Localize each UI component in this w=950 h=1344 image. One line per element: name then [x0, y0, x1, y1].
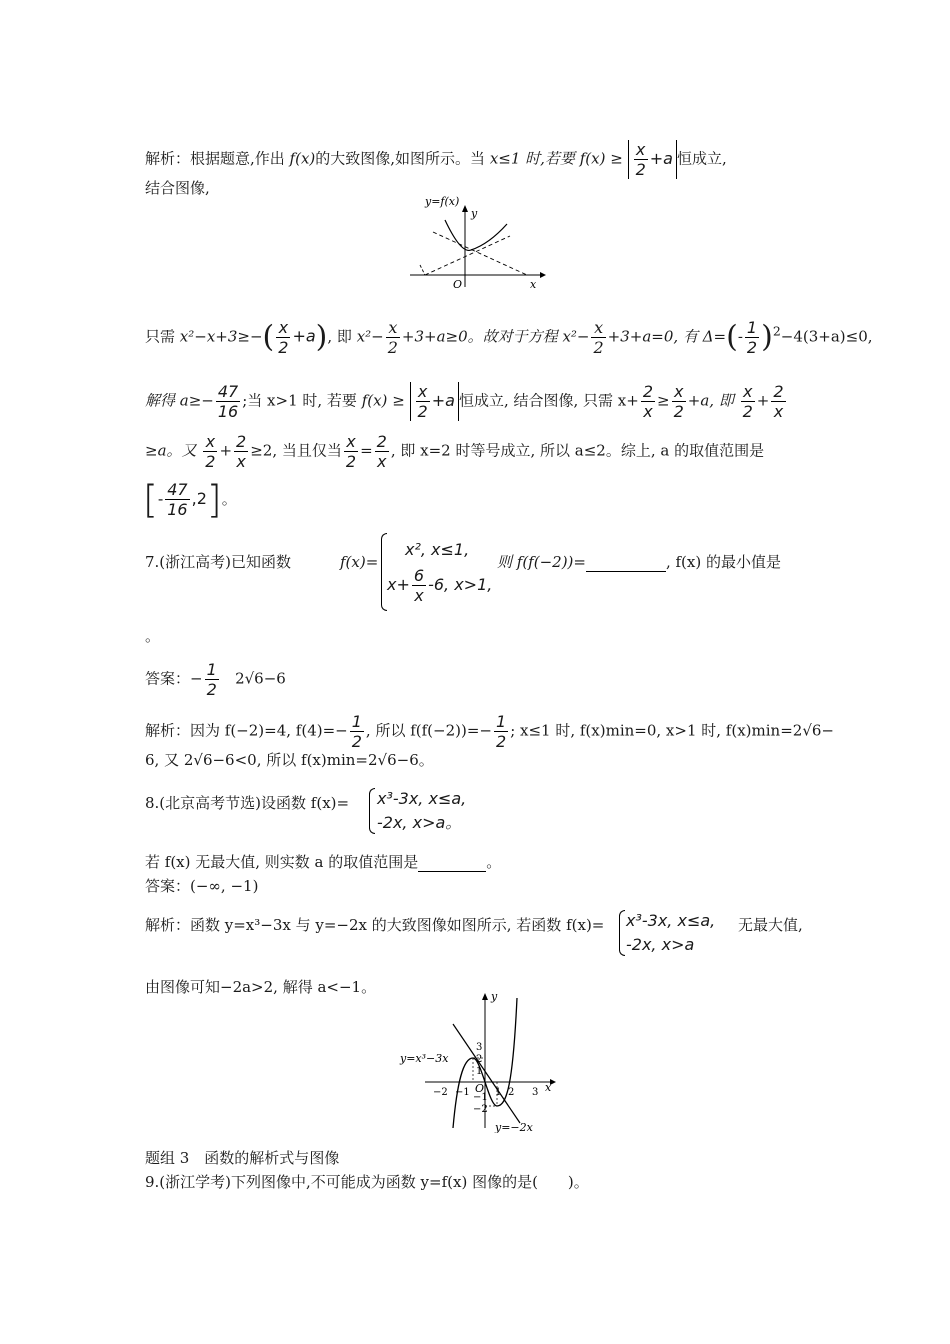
- q9-stem: 9.(浙江学考)下列图像中,不可能成为函数 y=f(x) 图像的是( )。: [145, 1173, 589, 1191]
- q8-piece1: x³-3x, x≤a,: [377, 789, 467, 808]
- graph2-ytick: 3: [476, 1042, 483, 1053]
- q8-sol-brace: [619, 910, 625, 956]
- q7-stem-b: 则 f(f(−2))= , f(x) 的最小值是: [497, 553, 781, 571]
- q8-sol-piece2: -2x, x>a: [626, 935, 695, 954]
- graph2-xtick: 3: [532, 1087, 539, 1098]
- q7-piece1: x², x≤1,: [405, 540, 470, 559]
- graph1-label-x: x: [530, 278, 537, 291]
- graph1-label-o: O: [453, 278, 463, 291]
- graph-cubic-and-line: [395, 988, 565, 1133]
- q7-stem-a: 7.(浙江高考)已知函数: [145, 553, 292, 571]
- sol6-line2: 结合图像,: [145, 179, 210, 197]
- q8-stem-a: 8.(北京高考节选)设函数 f(x)=: [145, 794, 350, 812]
- sol6-line5: ≥a。又 $\frac{x}{2}$ + $\frac{2}{x}$ ≥2, 当且仅当 $\frac{x}{2}$ = $\frac{2}{x}$ , 即 x=2 时等号成立, 所以 a≤2。综上, a 的取值范围是: [145, 432, 765, 471]
- q7-end: 。: [145, 627, 161, 645]
- graph2-xtick: −1: [455, 1087, 470, 1098]
- graph2-ytick: −2: [473, 1104, 488, 1115]
- graph2-label-line: y=−2x: [495, 1121, 533, 1133]
- q7-answer: 答案：− $\frac{1}{2}$ 2√6−6: [145, 660, 286, 699]
- q7-solution-line2: 6, 又 2√6−6<0, 所以 f(x)min=2√6−6。: [145, 751, 434, 769]
- q7-fx: f(x)=: [340, 553, 379, 571]
- q8-brace: [369, 788, 375, 834]
- graph2-xtick: 2: [508, 1087, 515, 1098]
- sol6-line6: [- $\frac{47}{16}$ ,2]。: [143, 477, 237, 522]
- sol6-line4: 解得 a≥− $\frac{47}{16}$ ;当 x>1 时, 若要 f(x) ≥ $\frac{x}{2}$ +a 恒成立, 结合图像, 只需 x+ $\frac{2}{x}$ ≥ $\frac{x}{2}$ +a, 即 $\frac{x}{2}$ + $\frac{2}{x}$: [145, 382, 784, 421]
- graph1-label-fx: y=f(x): [425, 195, 460, 208]
- graph1-label-y: y: [471, 207, 478, 220]
- q8-sol-piece1: x³-3x, x≤a,: [626, 911, 716, 930]
- graph2-ytick: −1: [473, 1092, 488, 1103]
- graph2-ytick: 2: [476, 1054, 483, 1065]
- q7-solution-line1: 解析：因为 f(−2)=4, f(4)=− $\frac{1}{2}$ , 所以 f(f(−2))=− $\frac{1}{2}$ ; x≤1 时, f(x)min=0, x>1 时, f(x)min=2√6−: [145, 712, 834, 751]
- graph2-ytick: 1: [476, 1066, 483, 1077]
- graph2-label-y: y: [491, 990, 498, 1003]
- q8-piece2: -2x, x>a。: [377, 813, 462, 832]
- q8-answer: 答案：(−∞, −1): [145, 877, 259, 895]
- graph2-xtick: −2: [433, 1087, 448, 1098]
- graph-f-sketch: [405, 192, 550, 292]
- q8-line2: 若 f(x) 无最大值, 则实数 a 的取值范围是 。: [145, 853, 502, 871]
- q7-answer-blank[interactable]: [586, 555, 666, 572]
- section-title: 题组 3 函数的解析式与图像: [145, 1149, 340, 1167]
- q8-answer-blank[interactable]: [418, 855, 486, 872]
- graph2-xtick: 1: [495, 1087, 502, 1098]
- graph2-label-o: O: [475, 1082, 485, 1095]
- q8-solution-line2: 由图像可知−2a>2, 解得 a<−1。: [145, 978, 377, 996]
- graph2-label-x: x: [545, 1081, 552, 1094]
- q8-solution-tail: 无最大值,: [738, 916, 803, 934]
- q7-piece2: x+ $\frac{6}{x}$ -6, x>1,: [387, 566, 493, 605]
- sol6-line3: 只需 x²−x+3≥−( $\frac{x}{2}$ +a), 即 x²− $\frac{x}{2}$ +3+a≥0。故对于方程 x²− $\frac{x}{2}$ +3+a=0, 有 Δ=(- $\frac{1}{2}$ )$^2$−4(3+a)≤0,: [145, 318, 873, 357]
- q8-solution-line1: 解析：函数 y=x³−3x 与 y=−2x 的大致图像如图所示, 若函数 f(x)=: [145, 916, 605, 934]
- graph2-label-curve: y=x³−3x: [400, 1052, 449, 1065]
- sol6-line1: 解析：根据题意,作出 f(x)的大致图像,如图所示。当 x≤1 时,若要 f(x) ≥ $\frac{x}{2}$ +a 恒成立,: [145, 140, 727, 179]
